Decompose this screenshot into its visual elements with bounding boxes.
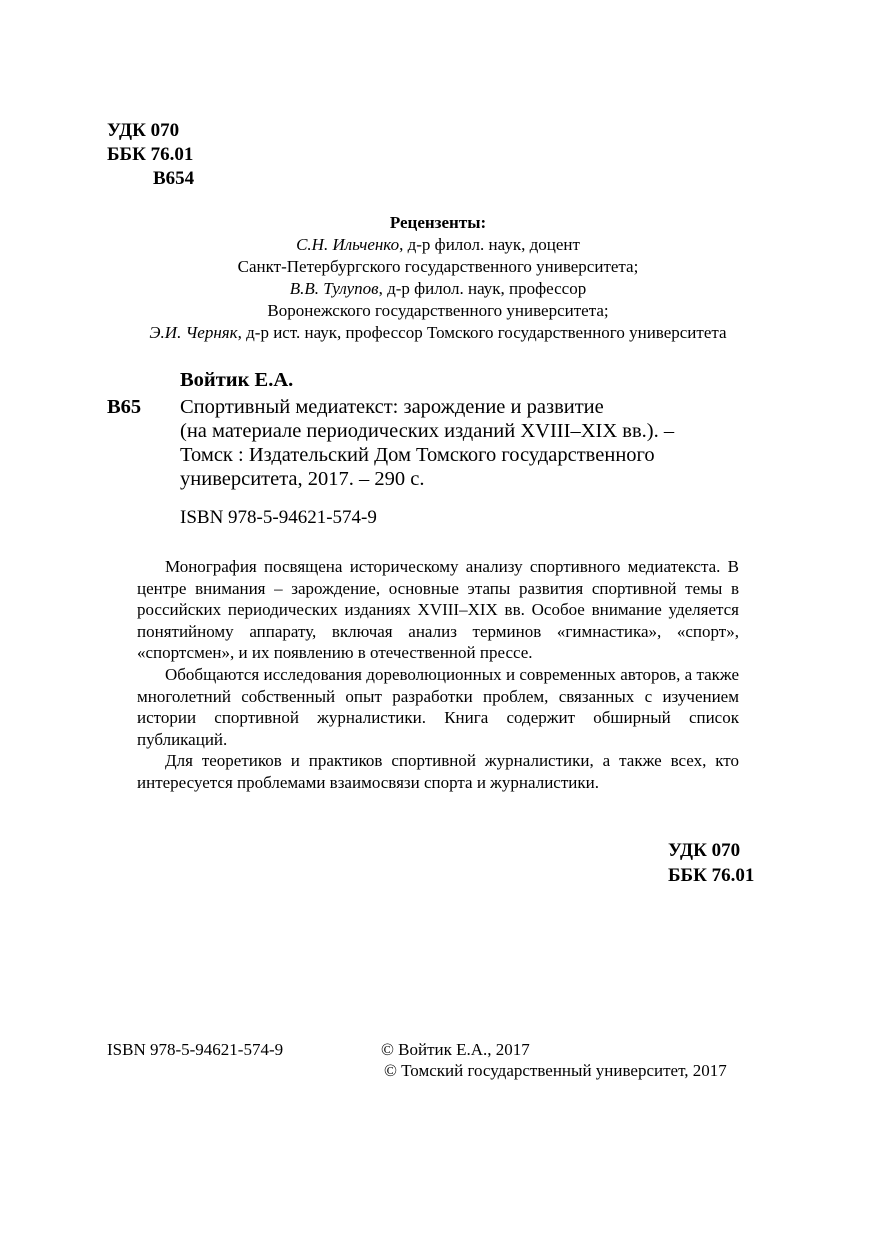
- annotation-paragraph-1: Монография посвящена историческому анализу спортивного медиатекста. В центре внимания – зарождение, основные этапы развития спортивной темы в российских периодических изданиях XVIII–XIX вв. Особое внимание уделяется понятийному аппарату, включая анализ терминов «гимнастика», «спорт», «спортсмен», и их появлению в отечественной прессе.: [137, 557, 739, 663]
- bib-year-pages-line: университета, 2017. – 290 с.: [180, 468, 425, 490]
- reviewer-1: [0, 234, 876, 256]
- author-mark-code: В654: [153, 168, 195, 189]
- reviewer-1-affiliation: Санкт-Петербургского государственного университета;: [237, 257, 639, 276]
- copyright-university: © Томский государственный университет, 2017: [384, 1061, 727, 1080]
- annotation-paragraph-3: Для теоретиков и практиков спортивной журналистики, а также всех, кто интересуется проблемами взаимосвязи спорта и журналистики.: [137, 751, 739, 792]
- reviewer-2: [0, 278, 876, 300]
- reviewer-2-degree: , д-р филол. наук, профессор: [378, 279, 587, 298]
- bib-author: Войтик Е.А.: [180, 369, 294, 391]
- footer-isbn: ISBN 978-5-94621-574-9: [107, 1040, 284, 1059]
- reviewer-1-degree: , д-р филол. наук, доцент: [399, 235, 580, 254]
- udk-code-bottom: УДК 070: [668, 840, 741, 861]
- udk-code-top: УДК 070: [107, 120, 180, 141]
- reviewers-block: [0, 212, 876, 344]
- bib-subtitle-line: (на материале периодических изданий XVIII–XIX вв.). –: [180, 420, 675, 442]
- bib-publisher-line: Томск : Издательский Дом Томского государственного: [180, 444, 655, 466]
- reviewer-1-name: С.Н. Ильченко: [296, 235, 400, 254]
- reviewer-2-affiliation: Воронежского государственного университета;: [267, 301, 609, 320]
- bbk-code-top: ББК 76.01: [107, 144, 194, 165]
- annotation: [137, 556, 739, 794]
- reviewer-3-degree: , д-р ист. наук, профессор Томского государственного университета: [237, 323, 727, 342]
- copyright-author: © Войтик Е.А., 2017: [381, 1040, 530, 1059]
- reviewer-3-name: Э.И. Черняк: [149, 323, 238, 342]
- annotation-paragraph-2: Обобщаются исследования дореволюционных и современных авторов, а также многолетний собственный опыт разработки проблем, связанных с изучением истории спортивной журналистики. Книга содержит обширный список публикаций.: [137, 664, 739, 749]
- reviewer-2-name: В.В. Тулупов: [289, 279, 379, 298]
- bib-mark: В65: [107, 396, 142, 418]
- reviewer-3: [0, 322, 876, 344]
- bbk-code-bottom: ББК 76.01: [668, 865, 755, 886]
- reviewers-heading: Рецензенты:: [389, 213, 487, 232]
- bib-isbn: ISBN 978-5-94621-574-9: [180, 507, 377, 528]
- bib-title-line: Спортивный медиатекст: зарождение и развитие: [180, 396, 604, 418]
